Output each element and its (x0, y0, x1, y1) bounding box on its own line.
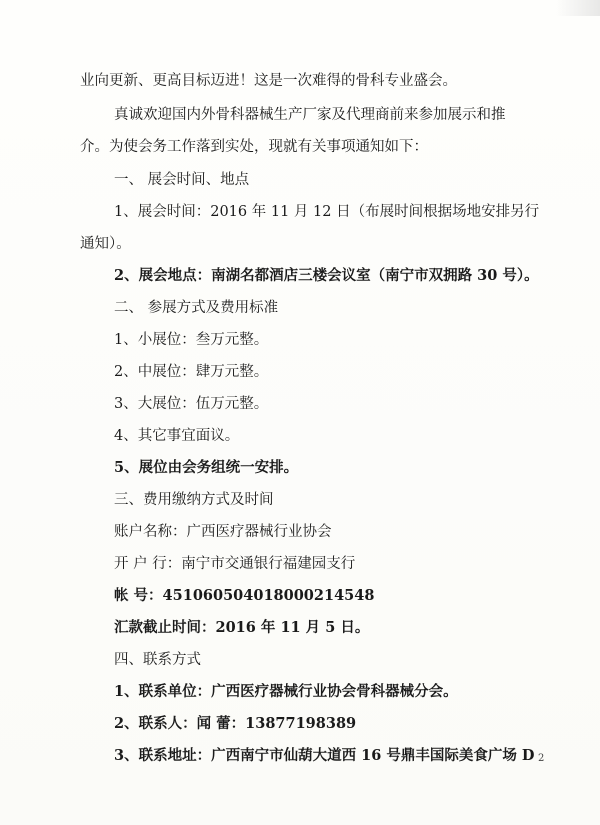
section-heading-4: 四、联系方式 (114, 652, 201, 668)
text-line-booth-arrangement: 5、展位由会务组统一安排。 (114, 459, 299, 476)
text-line-contact-person: 2、联系人：闻 蕾：13877198389 (114, 715, 357, 732)
text-line-1: 业向更新、更高目标迈进！这是一次难得的骨科专业盛会。 (80, 73, 457, 89)
text-line-medium-booth: 2、中展位：肆万元整。 (114, 364, 269, 380)
text-line-small-booth: 1、小展位：叁万元整。 (114, 332, 269, 348)
text-line-other-matters: 4、其它事宜面议。 (114, 428, 240, 444)
section-heading-1: 一、 展会时间、地点 (114, 172, 250, 188)
text-line-account-name: 账户名称：广西医疗器械行业协会 (114, 524, 332, 540)
text-line-bank: 开 户 行：南宁市交通银行福建园支行 (114, 556, 356, 572)
text-line-exhibit-time-cont: 通知）。 (80, 236, 131, 252)
text-line-account-number: 帐 号：451060504018000214548 (114, 587, 375, 604)
text-line-3: 介。为使会务工作落到实处，现就有关事项通知如下： (80, 139, 428, 155)
scan-corner-mark (556, 0, 600, 16)
section-heading-3: 三、费用缴纳方式及时间 (114, 492, 274, 508)
text-line-exhibit-time: 1、展会时间：2016 年 11 月 12 日（布展时间根据场地安排另行 (114, 204, 540, 220)
page-number: 2 (538, 753, 545, 764)
text-line-payment-deadline: 汇款截止时间：2016 年 11 月 5 日。 (114, 619, 370, 636)
section-heading-2: 二、 参展方式及费用标准 (114, 300, 279, 316)
text-line-exhibit-venue: 2、展会地点：南湖名都酒店三楼会议室（南宁市双拥路 30 号）。 (114, 267, 539, 284)
text-line-contact-address: 3、联系地址：广西南宁市仙葫大道西 16 号鼎丰国际美食广场 D (114, 747, 535, 764)
text-line-large-booth: 3、大展位：伍万元整。 (114, 396, 269, 412)
text-line-2: 真诚欢迎国内外骨科器械生产厂家及代理商前来参加展示和推 (114, 107, 506, 123)
text-line-contact-unit: 1、联系单位：广西医疗器械行业协会骨科器械分会。 (114, 683, 458, 700)
